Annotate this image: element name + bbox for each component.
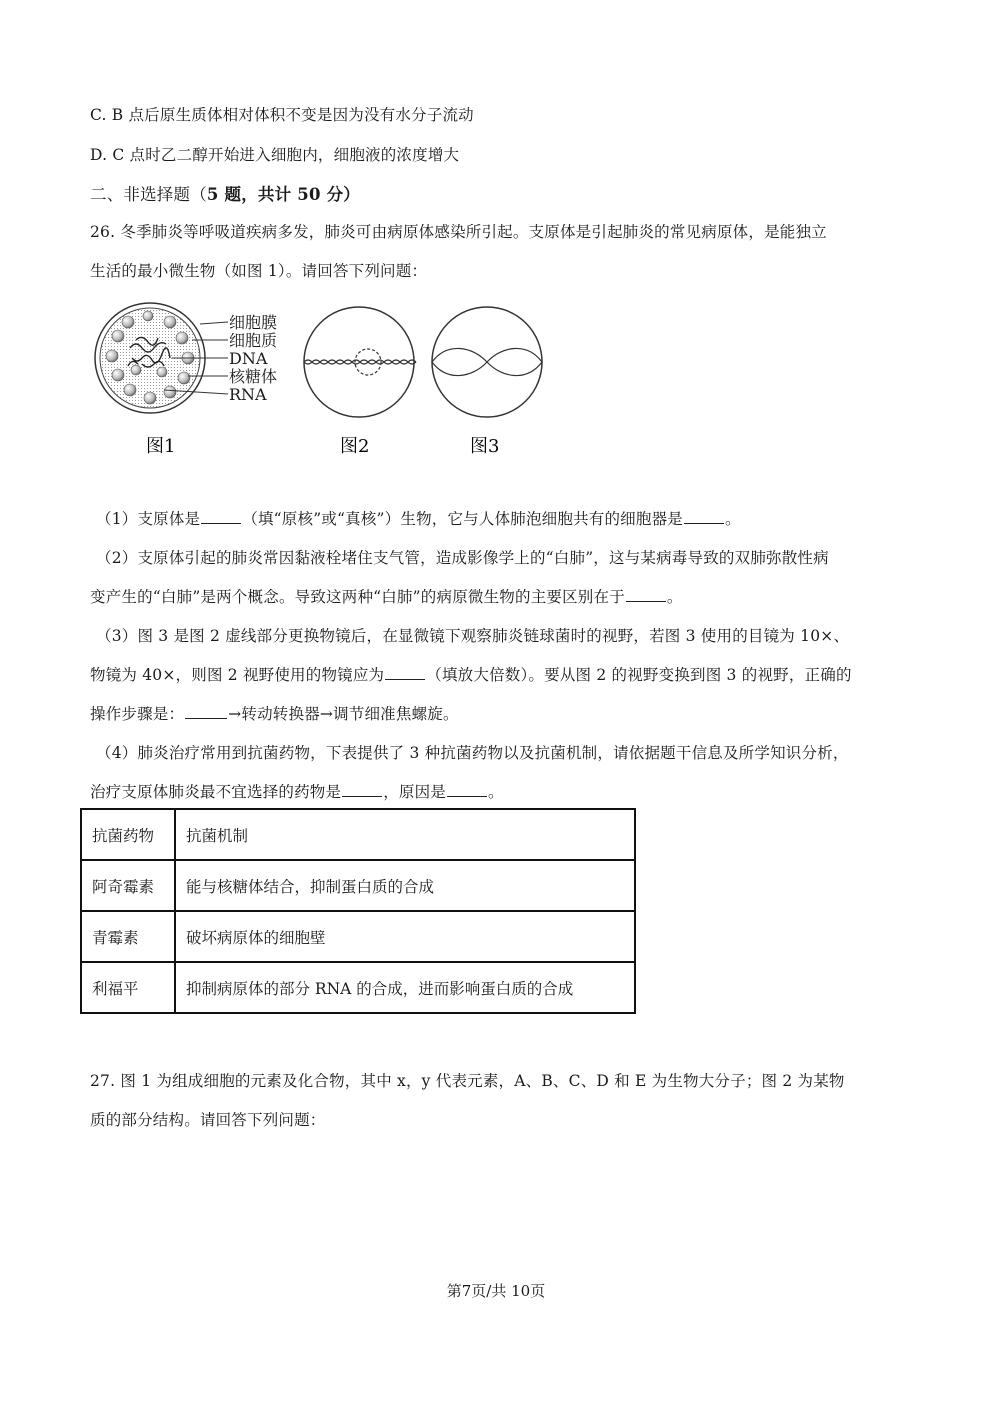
q26-part2-line2 <box>90 585 683 607</box>
q26-part1-text-c: 。 <box>724 510 741 528</box>
table-header-row <box>81 809 635 860</box>
answer-blank[interactable] <box>342 795 382 797</box>
q26-stem-line1: 26. 冬季肺炎等呼吸道疾病多发，肺炎可由病原体感染所引起。支原体是引起肺炎的常见病原体，是能独立 <box>90 223 827 241</box>
q26-stem-line2: 生活的最小微生物（如图 1）。请回答下列问题： <box>90 262 428 280</box>
microscope-figures <box>92 300 562 470</box>
q26-part1 <box>96 507 741 529</box>
answer-blank[interactable] <box>385 678 425 680</box>
label-ribosome: 核糖体 <box>229 367 278 386</box>
q26-part3-text-a: 物镜为 40×，则图 2 视野使用的物镜应为 <box>90 666 385 684</box>
table-header-cell: 抗菌机制 <box>175 809 635 860</box>
table-cell: 青霉素 <box>81 911 175 962</box>
section-heading <box>90 181 360 205</box>
q26-part1-text-a: （1）支原体是 <box>96 510 201 528</box>
antibiotic-table <box>80 808 636 1014</box>
q26-part3-line3 <box>90 702 459 724</box>
option-d: D. C 点时乙二醇开始进入细胞内，细胞液的浓度增大 <box>90 146 460 164</box>
label-cell-membrane: 细胞膜 <box>229 313 278 332</box>
answer-blank[interactable] <box>201 522 241 524</box>
q27-stem-line2: 质的部分结构。请回答下列问题： <box>90 1111 326 1129</box>
table-cell: 阿奇霉素 <box>81 860 175 911</box>
section-heading-bold: 5 题，共计 50 分） <box>206 185 360 204</box>
caption-fig2: 图2 <box>340 436 370 457</box>
option-c: C. B 点后原生质体相对体积不变是因为没有水分子流动 <box>90 106 474 124</box>
q26-part2-line1: （2）支原体引起的肺炎常因黏液栓堵住支气管，造成影像学上的“白肺”，这与某病毒导致的双肺弥散性病 <box>96 549 829 567</box>
page-footer: 第7页/共 10页 <box>446 1282 546 1300</box>
table-header-cell: 抗菌药物 <box>81 809 175 860</box>
q26-part1-text-b: （填“原核”或“真核”）生物，它与人体肺泡细胞共有的细胞器是 <box>242 510 683 528</box>
q26-part3-line1: （3）图 3 是图 2 虚线部分更换物镜后，在显微镜下观察肺炎链球菌时的视野，若图 3 使用的目镜为 10×、 <box>96 627 850 645</box>
q26-part3-text-c: 操作步骤是： <box>90 705 185 723</box>
q26-part4-line2 <box>90 780 504 802</box>
q26-part4-text-b: ，原因是 <box>383 783 447 801</box>
mycoplasma-diagram <box>95 303 277 457</box>
microscope-view-fig3 <box>432 307 542 457</box>
answer-blank[interactable] <box>684 522 724 524</box>
caption-fig3: 图3 <box>470 436 500 457</box>
q26-part4-text-c: 。 <box>488 783 504 801</box>
label-dna: DNA <box>229 349 268 368</box>
q26-part3-line2 <box>90 663 852 685</box>
answer-blank[interactable] <box>447 795 487 797</box>
section-heading-prefix: 二、非选择题（ <box>90 185 207 204</box>
q26-part2-text-a: 变产生的“白肺”是两个概念。导致这两种“白肺”的病原微生物的主要区别在于 <box>90 588 625 606</box>
table-row <box>81 911 635 962</box>
q26-part3-text-b: （填放大倍数）。要从图 2 的视野变换到图 3 的视野，正确的 <box>426 666 852 684</box>
table-cell: 破坏病原体的细胞壁 <box>175 911 635 962</box>
table-row <box>81 860 635 911</box>
answer-blank[interactable] <box>626 600 666 602</box>
q26-part2-text-b: 。 <box>666 588 683 606</box>
q26-part3-text-d: →转动转换器→调节细准焦螺旋。 <box>228 705 459 723</box>
table-row <box>81 962 635 1013</box>
microscope-view-fig2 <box>304 307 416 457</box>
caption-fig1: 图1 <box>146 436 176 457</box>
q26-part4-text-a: 治疗支原体肺炎最不宜选择的药物是 <box>90 783 342 801</box>
label-cytoplasm: 细胞质 <box>229 331 278 350</box>
table-cell: 利福平 <box>81 962 175 1013</box>
q27-stem-line1: 27. 图 1 为组成细胞的元素及化合物，其中 x，y 代表元素，A、B、C、D 和 E 为生物大分子；图 2 为某物 <box>90 1072 845 1090</box>
table-cell: 能与核糖体结合，抑制蛋白质的合成 <box>175 860 635 911</box>
answer-blank[interactable] <box>185 717 227 719</box>
q26-part4-line1: （4）肺炎治疗常用到抗菌药物，下表提供了 3 种抗菌药物以及抗菌机制，请依据题干信息及所学知识分析， <box>96 744 849 762</box>
label-rna: RNA <box>229 385 267 404</box>
table-cell: 抑制病原体的部分 RNA 的合成，进而影响蛋白质的合成 <box>175 962 635 1013</box>
